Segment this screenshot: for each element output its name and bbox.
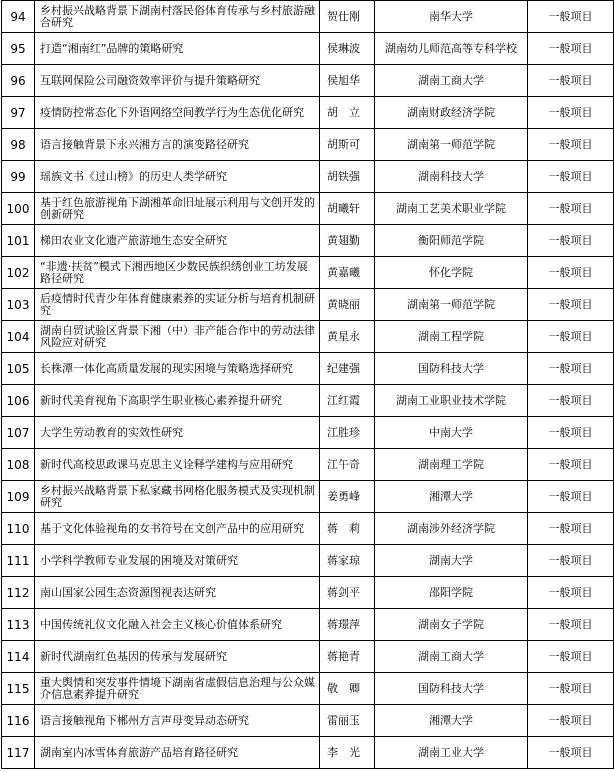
project-title: 大学生劳动教育的实效性研究: [35, 417, 320, 449]
project-type: 一般项目: [528, 481, 614, 513]
table-row: [2, 65, 614, 97]
project-title: 基于文化体验视角的女书符号在文创产品中的应用研究: [35, 513, 320, 545]
project-type: 一般项目: [528, 65, 614, 97]
institution: 湖南涉外经济学院: [375, 513, 528, 545]
project-title: 乡村振兴战略背景下湖南村落民俗体育传承与乡村旅游融合研究: [35, 1, 320, 33]
project-leader: 胡铁强: [320, 161, 375, 193]
project-title: 互联网保险公司融资效率评价与提升策略研究: [35, 65, 320, 97]
project-leader: 江胜珍: [320, 417, 375, 449]
project-type: 一般项目: [528, 225, 614, 257]
project-title: 新时代高校思政课马克思主义诠释学建构与应用研究: [35, 449, 320, 481]
project-list-body: [2, 1, 614, 769]
project-leader: 黄翅勤: [320, 225, 375, 257]
table-row: [2, 417, 614, 449]
table-row: [2, 513, 614, 545]
project-leader: 雷丽玉: [320, 705, 375, 737]
project-title: 瑶族文书《过山榜》的历史人类学研究: [35, 161, 320, 193]
row-number: 96: [2, 65, 35, 97]
institution: 湖南工商大学: [375, 65, 528, 97]
row-number: 111: [2, 545, 35, 577]
project-leader: 纪建强: [320, 353, 375, 385]
project-type: 一般项目: [528, 97, 614, 129]
table-row: [2, 481, 614, 513]
institution: 邵阳学院: [375, 577, 528, 609]
project-title: 乡村振兴战略背景下私家藏书网格化服务模式及实现机制研究: [35, 481, 320, 513]
project-type: 一般项目: [528, 609, 614, 641]
institution: 湖南第一师范学院: [375, 289, 528, 321]
row-number: 110: [2, 513, 35, 545]
row-number: 103: [2, 289, 35, 321]
project-title: 语言接触视角下郴州方言声母变异动态研究: [35, 705, 320, 737]
row-number: 107: [2, 417, 35, 449]
institution: 湖南工艺美术职业学院: [375, 193, 528, 225]
institution: 湖南第一师范学院: [375, 129, 528, 161]
project-title: 语言接触背景下永兴湘方言的演变路径研究: [35, 129, 320, 161]
table-row: [2, 289, 614, 321]
table-row: [2, 129, 614, 161]
project-type: 一般项目: [528, 33, 614, 65]
project-type: 一般项目: [528, 385, 614, 417]
row-number: 98: [2, 129, 35, 161]
project-leader: 蒋艳青: [320, 641, 375, 673]
row-number: 101: [2, 225, 35, 257]
row-number: 99: [2, 161, 35, 193]
project-leader: 胡斯可: [320, 129, 375, 161]
institution: 湖南女子学院: [375, 609, 528, 641]
project-leader: 李 光: [320, 737, 375, 769]
table-row: [2, 641, 614, 673]
project-title: 湖南室内冰雪体育旅游产品培育路径研究: [35, 737, 320, 769]
institution: 湖南幼儿师范高等专科学校: [375, 33, 528, 65]
project-type: 一般项目: [528, 321, 614, 353]
institution: 湖南大学: [375, 545, 528, 577]
project-title: 疫情防控常态化下外语网络空间教学行为生态优化研究: [35, 97, 320, 129]
row-number: 102: [2, 257, 35, 289]
project-type: 一般项目: [528, 257, 614, 289]
institution: 国防科技大学: [375, 673, 528, 705]
row-number: 106: [2, 385, 35, 417]
project-leader: 黄晓丽: [320, 289, 375, 321]
table-row: [2, 737, 614, 769]
project-title: 南山国家公园生态资源图视表达研究: [35, 577, 320, 609]
row-number: 94: [2, 1, 35, 33]
project-title: 梯田农业文化遗产旅游地生态安全研究: [35, 225, 320, 257]
project-leader: 江红霞: [320, 385, 375, 417]
table-row: [2, 97, 614, 129]
project-type: 一般项目: [528, 353, 614, 385]
table-row: [2, 1, 614, 33]
institution: 湘潭大学: [375, 481, 528, 513]
project-type: 一般项目: [528, 1, 614, 33]
project-type: 一般项目: [528, 577, 614, 609]
project-title: “非遗·扶贫”模式下湘西地区少数民族织绣创业工坊发展路径研究: [35, 257, 320, 289]
table-row: [2, 161, 614, 193]
institution: 湖南工业职业技术学院: [375, 385, 528, 417]
project-title: 中国传统礼仪文化融入社会主义核心价值体系研究: [35, 609, 320, 641]
institution: 湖南科技大学: [375, 161, 528, 193]
row-number: 97: [2, 97, 35, 129]
institution: 衡阳师范学院: [375, 225, 528, 257]
project-title: 打造“湘南红”品牌的策略研究: [35, 33, 320, 65]
institution: 中南大学: [375, 417, 528, 449]
table-row: [2, 33, 614, 65]
project-leader: 黄嘉曦: [320, 257, 375, 289]
project-type: 一般项目: [528, 129, 614, 161]
project-type: 一般项目: [528, 705, 614, 737]
table-row: [2, 225, 614, 257]
project-leader: 蒋剑平: [320, 577, 375, 609]
table-row: [2, 321, 614, 353]
table-row: [2, 353, 614, 385]
table-row: [2, 609, 614, 641]
project-leader: 江午奇: [320, 449, 375, 481]
project-type: 一般项目: [528, 289, 614, 321]
project-type: 一般项目: [528, 513, 614, 545]
institution: 湖南工程学院: [375, 321, 528, 353]
project-leader: 贺仕刚: [320, 1, 375, 33]
project-type: 一般项目: [528, 449, 614, 481]
table-row: [2, 705, 614, 737]
project-title: 后疫情时代青少年体育健康素养的实证分析与培育机制研究: [35, 289, 320, 321]
row-number: 117: [2, 737, 35, 769]
table-row: [2, 545, 614, 577]
institution: 湖南工业大学: [375, 737, 528, 769]
project-type: 一般项目: [528, 161, 614, 193]
institution: 湖南理工学院: [375, 449, 528, 481]
table-row: [2, 673, 614, 705]
table-row: [2, 577, 614, 609]
project-leader: 侯旭华: [320, 65, 375, 97]
project-type: 一般项目: [528, 673, 614, 705]
row-number: 100: [2, 193, 35, 225]
project-title: 小学科学教师专业发展的困境及对策研究: [35, 545, 320, 577]
institution: 湖南财政经济学院: [375, 97, 528, 129]
project-title: 基于红色旅游视角下湖湘革命旧址展示利用与文创开发的创新研究: [35, 193, 320, 225]
project-leader: 胡 立: [320, 97, 375, 129]
row-number: 112: [2, 577, 35, 609]
project-title: 长株潭一体化高质量发展的现实困境与策略选择研究: [35, 353, 320, 385]
project-leader: 蒋 莉: [320, 513, 375, 545]
row-number: 104: [2, 321, 35, 353]
row-number: 114: [2, 641, 35, 673]
table-row: [2, 449, 614, 481]
project-title: 新时代湖南红色基因的传承与发展研究: [35, 641, 320, 673]
institution: 国防科技大学: [375, 353, 528, 385]
row-number: 113: [2, 609, 35, 641]
table-row: [2, 257, 614, 289]
project-type: 一般项目: [528, 193, 614, 225]
institution: 湘潭大学: [375, 705, 528, 737]
table-row: [2, 193, 614, 225]
table-row: [2, 385, 614, 417]
project-title: 新时代美育视角下高职学生职业核心素养提升研究: [35, 385, 320, 417]
row-number: 109: [2, 481, 35, 513]
project-leader: 侯琳波: [320, 33, 375, 65]
institution: 湖南工商大学: [375, 641, 528, 673]
institution: 南华大学: [375, 1, 528, 33]
project-type: 一般项目: [528, 737, 614, 769]
project-leader: 姜勇峰: [320, 481, 375, 513]
project-leader: 黄星永: [320, 321, 375, 353]
project-title: 湖南自贸试验区背景下湘（中）非产能合作中的劳动法律风险应对研究: [35, 321, 320, 353]
row-number: 115: [2, 673, 35, 705]
row-number: 116: [2, 705, 35, 737]
row-number: 105: [2, 353, 35, 385]
project-leader: 蒋家琼: [320, 545, 375, 577]
project-leader: 蒋璟萍: [320, 609, 375, 641]
project-title: 重大舆情和突发事件情境下湖南省虚假信息治理与公众媒介信息素养提升研究: [35, 673, 320, 705]
project-list-table: [1, 0, 614, 769]
project-leader: 敬 卿: [320, 673, 375, 705]
row-number: 108: [2, 449, 35, 481]
project-type: 一般项目: [528, 545, 614, 577]
institution: 怀化学院: [375, 257, 528, 289]
project-type: 一般项目: [528, 641, 614, 673]
project-leader: 胡曦轩: [320, 193, 375, 225]
project-type: 一般项目: [528, 417, 614, 449]
row-number: 95: [2, 33, 35, 65]
